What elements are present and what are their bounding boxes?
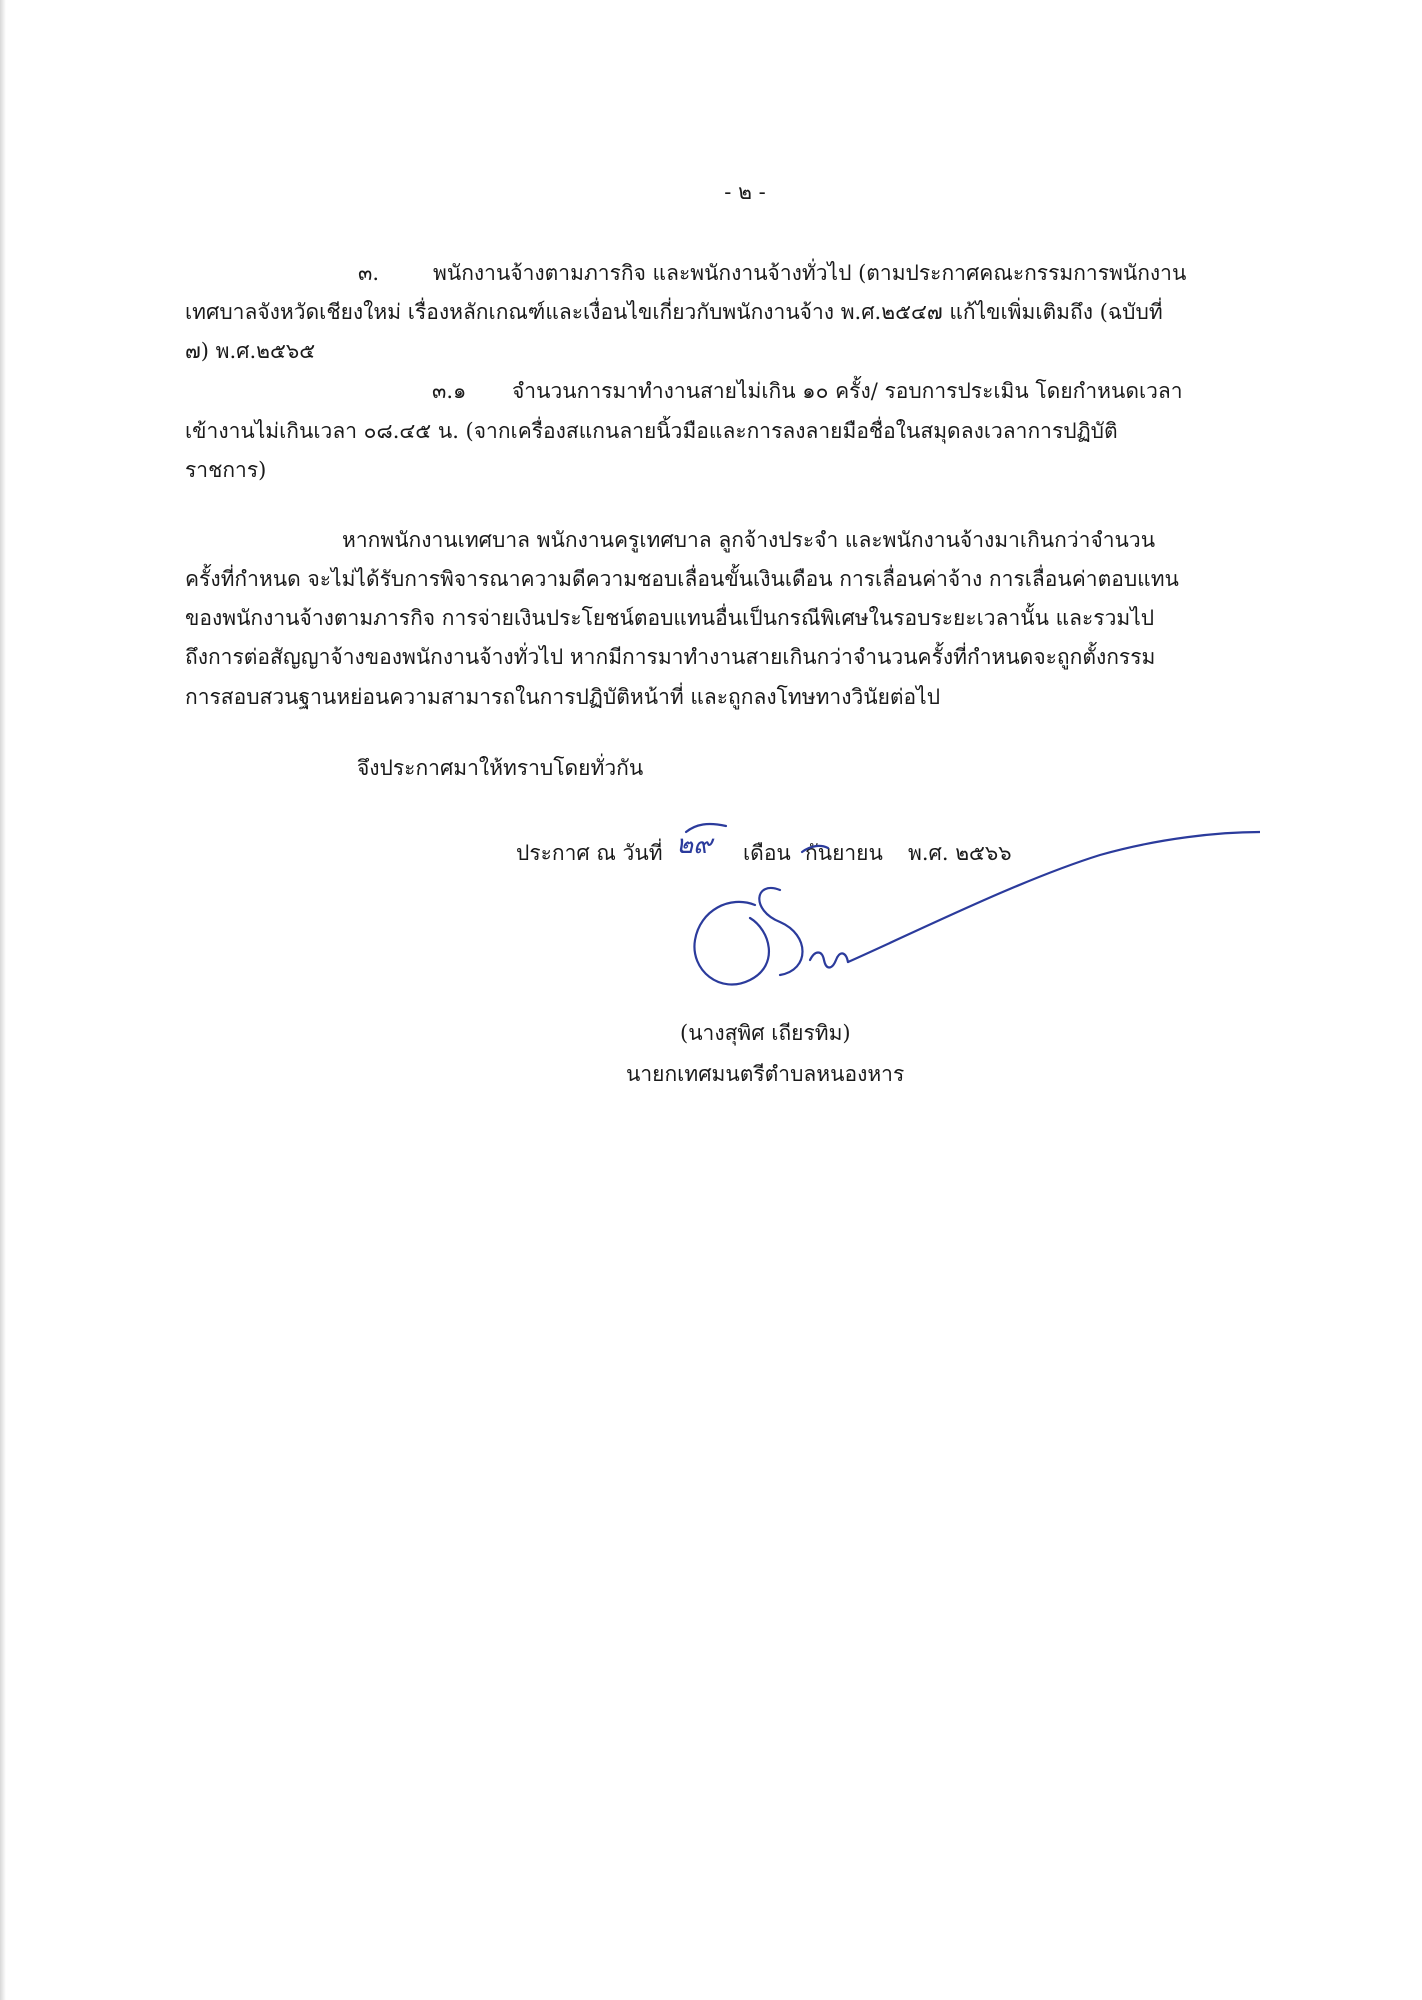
section-3-1-line-2: เข้างานไม่เกินเวลา ๐๘.๔๕ น. (จากเครื่องสแกนลายนิ้วมือและการลงลายมือชื่อในสมุดลงเวลาการปฏิบัติ <box>185 419 1118 443</box>
page-number: - ๒ - <box>724 180 766 204</box>
section-3-1-number: ๓.๑ <box>432 379 467 403</box>
paragraph-line-1: หากพนักงานเทศบาล พนักงานครูเทศบาล ลูกจ้างประจำ และพนักงานจ้างมาเกินกว่าจำนวน <box>342 528 1156 552</box>
section-3-line-1: พนักงานจ้างตามภารกิจ และพนักงานจ้างทั่วไป (ตามประกาศคณะกรรมการพนักงาน <box>433 261 1187 285</box>
announce-month: กันยายน <box>805 841 883 865</box>
section-3-1-line-1: จำนวนการมาทำงานสายไม่เกิน ๑๐ ครั้ง/ รอบการประเมิน โดยกำหนดเวลา <box>512 379 1183 403</box>
scan-edge-shadow <box>0 0 6 2000</box>
section-3-1-line-3: ราชการ) <box>185 458 267 482</box>
paragraph-line-4: ถึงการต่อสัญญาจ้างของพนักงานจ้างทั่วไป หากมีการมาทำงานสายเกินกว่าจำนวนครั้งที่กำหนดจะถูกตั้งกรรม <box>185 645 1156 669</box>
announce-month-label: เดือน <box>743 841 791 865</box>
signer-name: (นางสุพิศ เถียรทิม) <box>680 1021 851 1045</box>
signature-image <box>660 810 1260 1010</box>
announce-prefix: ประกาศ ณ วันที่ <box>516 841 663 865</box>
paragraph-line-5: การสอบสวนฐานหย่อนความสามารถในการปฏิบัติหน้าที่ และถูกลงโทษทางวินัยต่อไป <box>185 685 941 709</box>
section-3-line-2: เทศบาลจังหวัดเชียงใหม่ เรื่องหลักเกณฑ์และเงื่อนไขเกี่ยวกับพนักงานจ้าง พ.ศ.๒๕๔๗ แก้ไขเพิ่มเติมถึง (ฉบับที่ <box>185 300 1163 324</box>
closing-statement: จึงประกาศมาให้ทราบโดยทั่วกัน <box>357 756 644 780</box>
section-3-number: ๓. <box>358 261 380 285</box>
paragraph-line-2: ครั้งที่กำหนด จะไม่ได้รับการพิจารณาความดีความชอบเลื่อนขั้นเงินเดือน การเลื่อนค่าจ้าง การเลื่อนค่าตอบแทน <box>185 567 1179 591</box>
section-3-line-3: ๗) พ.ศ.๒๕๖๕ <box>185 339 316 363</box>
handwritten-day: ๒๙ <box>676 830 713 860</box>
paragraph-line-3: ของพนักงานจ้างตามภารกิจ การจ่ายเงินประโยชน์ตอบแทนอื่นเป็นกรณีพิเศษในรอบระยะเวลานั้น และรวมไป <box>185 606 1155 630</box>
announce-year: พ.ศ. ๒๕๖๖ <box>908 841 1012 865</box>
signer-title: นายกเทศมนตรีตำบลหนองหาร <box>626 1062 905 1086</box>
